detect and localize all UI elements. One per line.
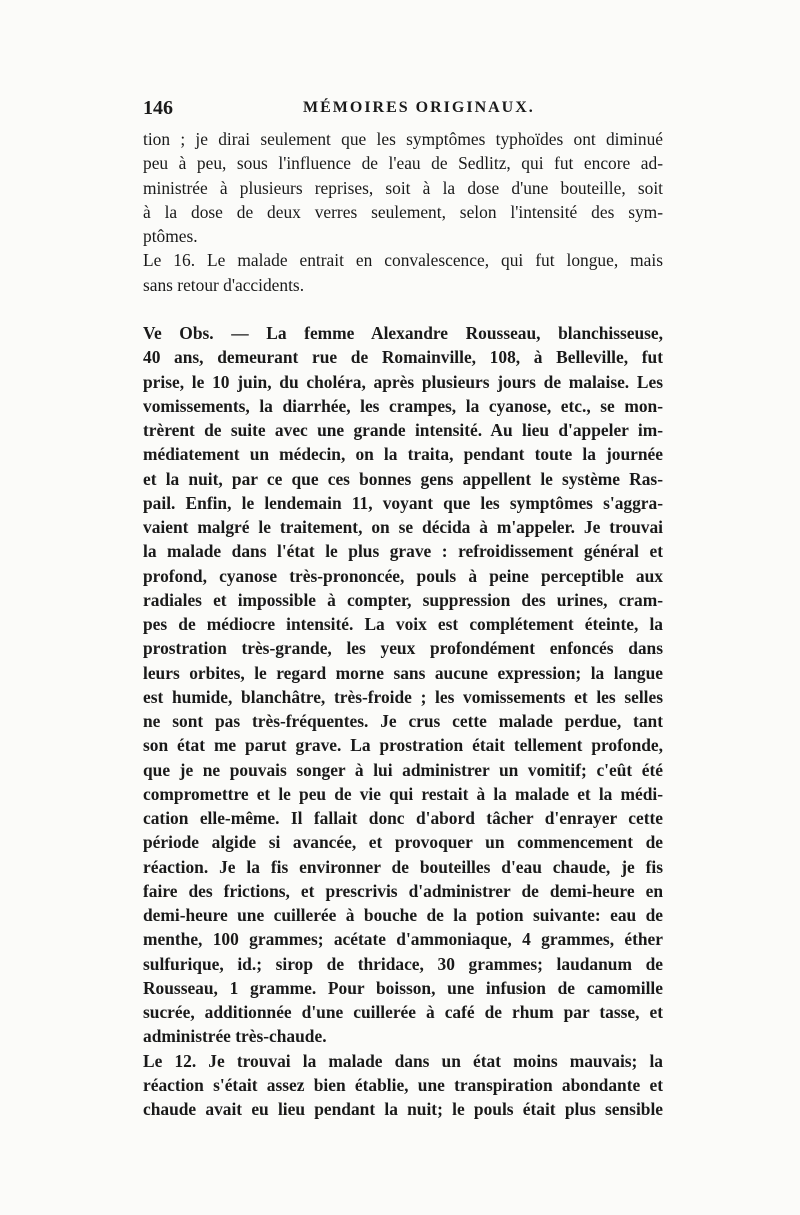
page-number: 146 [143,97,173,119]
text-line: pail. Enfin, le lendemain 11, voyant que les symptômes s'aggra- [143,492,663,513]
text-line: administrée très-chaude. [143,1026,327,1047]
text-line: période algide si avancée, et provoquer un commencement de [143,832,663,853]
text-line: Le 12. Je trouvai la malade dans un état moins mauvais; la [143,1050,663,1071]
text-line: prise, le 10 juin, du choléra, après plusieurs jours de malaise. Les [143,371,663,392]
text-line: sans retour d'accidents. [143,274,305,295]
text-line: que je ne pouvais songer à lui administrer un vomitif; c'eût été [143,759,663,780]
text-line: réaction. Je la fis environner de bouteilles d'eau chaude, je fis [143,856,663,877]
text-line: réaction s'était assez bien établie, une transpiration abondante et [143,1074,663,1095]
text-line: leurs orbites, le regard morne sans aucune expression; la langue [143,662,663,683]
text-line: ne sont pas très-fréquentes. Je crus cette malade perdue, tant [143,711,663,731]
text-line: faire des frictions, et prescrivis d'administrer de demi-heure en [143,880,663,901]
paragraph-gap [143,297,663,321]
text-line: chaude avait eu lieu pendant la nuit; le pouls était plus sensible [143,1099,663,1119]
text-line: menthe, 100 grammes; acétate d'ammoniaque, 4 grammes, éther [143,929,663,950]
text-line: Ve Obs. — La femme Alexandre Rousseau, blanchisseuse, [143,323,663,343]
text-line: son état me parut grave. La prostration était tellement profonde, [143,735,663,756]
text-line: Le 16. Le malade entrait en convalescence, qui fut longue, mais [143,250,663,271]
text-line: la malade dans l'état le plus grave : refroidissement général et [143,541,663,562]
text-line: Rousseau, 1 gramme. Pour boisson, une infusion de camomille [143,977,663,998]
text-line: radiales et impossible à compter, suppression des urines, cram- [143,589,663,610]
text-line: à la dose de deux verres seulement, selon l'intensité des sym- [143,201,663,222]
body-text [143,127,663,1121]
text-line: tion ; je dirai seulement que les symptômes typhoïdes ont diminué [143,129,663,149]
running-head: MÉMOIRES ORIGINAUX. [303,99,535,116]
text-line: sucrée, additionnée d'une cuillerée à café de rhum par tasse, et [143,1002,663,1022]
text-line: vomissements, la diarrhée, les crampes, la cyanose, etc., se mon- [143,395,663,416]
text-line: ptômes. [143,226,198,246]
text-line: demi-heure une cuillerée à bouche de la potion suivante: eau de [143,905,663,925]
page-header [143,97,663,123]
text-line: trèrent de suite avec une grande intensité. Au lieu d'appeler im- [143,420,663,440]
text-line: est humide, blanchâtre, très-froide ; les vomissements et les selles [143,686,663,707]
text-line: vaient malgré le traitement, on se décida à m'appeler. Je trouvai [143,517,663,537]
text-line: et la nuit, par ce que ces bonnes gens appellent le système Ras- [143,468,663,489]
text-line: 40 ans, demeurant rue de Romainville, 108, à Belleville, fut [143,347,663,368]
text-line: peu à peu, sous l'influence de l'eau de Sedlitz, qui fut encore ad- [143,153,663,174]
text-line: médiatement un médecin, on la traita, pendant toute la journée [143,444,663,465]
text-line: cation elle-même. Il fallait donc d'abord tâcher d'enrayer cette [143,808,663,828]
text-line: ministrée à plusieurs reprises, soit à la dose d'une bouteille, soit [143,177,663,198]
text-line: prostration très-grande, les yeux profondément enfoncés dans [143,638,663,659]
text-line: compromettre et le peu de vie qui restait à la malade et la médi- [143,783,663,804]
text-line: sulfurique, id.; sirop de thridace, 30 grammes; laudanum de [143,953,663,974]
text-line: pes de médiocre intensité. La voix est complétement éteinte, la [143,614,663,634]
text-line: profond, cyanose très-prononcée, pouls à peine perceptible aux [143,565,663,586]
